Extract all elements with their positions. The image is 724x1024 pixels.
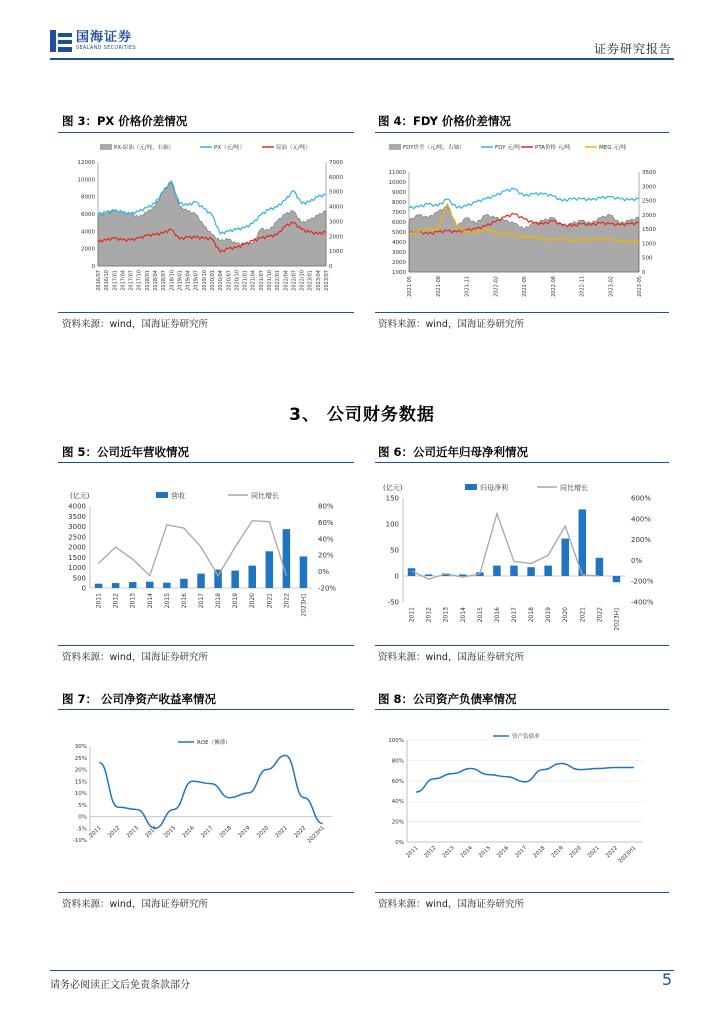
fig5-xtick: 2020	[249, 593, 257, 609]
fig4-ytick-left: 3000	[392, 250, 406, 256]
fig7-chart	[60, 718, 352, 886]
fig3-xtick: 2022/10	[299, 270, 306, 291]
fig6-bar	[596, 558, 604, 576]
footer-divider	[50, 970, 674, 971]
fig3-xtick: 2022/01	[275, 270, 282, 291]
fig3-legend-label: PX（元/吨）	[214, 145, 245, 151]
fig3-xtick: 2020/07	[226, 270, 233, 291]
fig5-legend-line-label: 同比增长	[251, 492, 279, 500]
fig4-legend-label: FDY 元/吨	[495, 145, 521, 151]
fig5-ytick-left: 1500	[68, 553, 86, 562]
fig8-xtick: 2014	[459, 845, 474, 860]
fig6-y-unit: (亿元)	[383, 484, 403, 492]
fig5-bar	[231, 571, 239, 588]
fig7-xtick: 2012	[107, 825, 122, 840]
fig4-legend-label: FDY价差（元/吨，右轴）	[403, 145, 465, 151]
fig7-xtick: 2020	[256, 825, 271, 840]
fig3-xtick: 2023/07	[324, 270, 330, 291]
fig4-legend-swatch	[389, 144, 401, 150]
fig7-xtick: 2022	[293, 825, 308, 840]
fig6-title: 图 6：公司近年归母净利情况	[378, 445, 529, 459]
fig3-xtick: 2023/01	[307, 270, 314, 291]
fig3-xtick: 2022/07	[291, 270, 298, 291]
fig3-ytick-right: 4000	[329, 204, 343, 211]
fig7-ytick: 25%	[74, 755, 87, 762]
fig6-bar	[510, 566, 518, 576]
fig8-xtick: 2023H1	[617, 845, 638, 865]
fig4-legend-label: MEG 元/吨	[599, 145, 627, 151]
fig3-series-area	[98, 183, 326, 266]
page-number: 5	[661, 970, 672, 989]
chart-fig7-svg	[60, 718, 352, 886]
fig5-growth-line	[99, 521, 287, 576]
fig6-xtick: 2018	[528, 607, 536, 623]
fig8-xtick: 2020	[568, 845, 583, 860]
fig6-xtick: 2019	[545, 607, 553, 623]
fig5-ytick-left: 2000	[68, 543, 86, 552]
fig8-source: 资料来源：wind，国海证券研究所	[378, 899, 524, 910]
fig5-bar	[300, 556, 308, 588]
fig8-series-line	[416, 763, 634, 792]
fig4-ytick-right: 2500	[642, 198, 656, 205]
fig3-xtick: 2019/04	[185, 270, 192, 291]
fig6-ytick-left: -50	[387, 598, 399, 607]
fig3-chart	[60, 138, 352, 306]
fig8-xtick: 2016	[496, 845, 511, 860]
fig5-xtick: 2018	[215, 593, 223, 609]
fig5-ytick-left: 1000	[68, 564, 86, 572]
fig4-ytick-right: 1500	[642, 227, 656, 234]
fig5-ytick-left: 3000	[68, 523, 86, 531]
fig5-ytick-right: 0%	[318, 568, 330, 577]
fig5-ytick-right: 40%	[318, 535, 334, 544]
fig4-ytick-left: 4000	[392, 240, 406, 246]
fig7-ytick: 15%	[74, 779, 87, 786]
fig8-xtick: 2018	[532, 845, 547, 860]
fig3-xtick: 2018/10	[169, 270, 176, 291]
fig5-legend-bar-swatch	[156, 492, 168, 498]
fig8-title-rule	[375, 709, 669, 710]
fig6-bar	[544, 566, 552, 576]
fig4-title: 图 4：FDY 价格价差情况	[378, 114, 511, 128]
fig4-xtick: 2022-02	[493, 276, 500, 297]
fig6-xtick: 2017	[511, 607, 518, 623]
fig5-ytick-right: 60%	[318, 518, 334, 527]
fig4-ytick-right: 0	[642, 270, 646, 276]
fig5-bar	[266, 551, 274, 588]
fig3-ytick-right: 3000	[329, 219, 343, 226]
fig7-ytick: -10%	[72, 838, 87, 844]
fig6-bar	[561, 539, 569, 576]
fig4-source: 资料来源：wind，国海证券研究所	[378, 319, 524, 330]
fig8-ytick: 100%	[388, 738, 404, 744]
fig7-series-line	[99, 755, 322, 828]
fig3-ytick-right: 1000	[329, 249, 343, 256]
fig6-bar	[459, 574, 467, 576]
logo-cn-text: 国海证券	[76, 30, 133, 45]
fig6-ytick-right: -200%	[631, 577, 654, 586]
fig4-ytick-right: 3500	[642, 170, 656, 176]
fig7-ytick: -5%	[76, 826, 87, 833]
fig4-ytick-left: 10000	[388, 180, 406, 186]
fig5-chart	[60, 470, 352, 640]
fig4-legend-label: PTA价格 元/吨	[535, 145, 571, 151]
fig5-xtick: 2015	[163, 593, 171, 609]
fig6-legend-bar-label: 归母净利	[480, 484, 508, 492]
fig7-ytick: 0%	[78, 814, 87, 821]
fig4-ytick-right: 500	[642, 255, 653, 262]
fig4-source-rule	[375, 312, 669, 313]
fig7-ytick: 30%	[74, 744, 87, 750]
fig3-ytick-left: 4000	[81, 229, 95, 236]
fig6-title-rule	[375, 462, 669, 463]
fig5-bar	[248, 566, 256, 588]
fig7-source: 资料来源：wind，国海证券研究所	[62, 899, 208, 910]
fig8-xtick: 2012	[423, 845, 438, 860]
fig5-xtick: 2014	[146, 593, 154, 609]
fig5-xtick: 2019	[232, 593, 240, 609]
fig5-xtick: 2022	[283, 593, 291, 609]
fig8-title: 图 8：公司资产负债率情况	[378, 692, 517, 706]
fig6-xtick: 2023H1	[613, 607, 621, 631]
fig6-legend-line-label: 同比增长	[560, 484, 588, 492]
fig3-ytick-left: 12000	[77, 160, 95, 166]
fig3-title-rule	[58, 132, 354, 133]
fig3-xtick: 2023/04	[315, 270, 322, 291]
fig4-ytick-left: 8000	[392, 200, 406, 206]
fig7-xtick: 2019	[237, 825, 252, 840]
fig5-ytick-right: -20%	[318, 584, 337, 593]
fig4-ytick-left: 6000	[392, 220, 406, 226]
fig3-ytick-right: 0	[329, 264, 333, 270]
fig4-ytick-left: 9000	[392, 190, 406, 196]
fig6-xtick: 2011	[408, 607, 416, 623]
fig3-ytick-left: 2000	[81, 246, 95, 253]
fig3-xtick: 2016/07	[96, 270, 102, 291]
fig3-legend-label: PX-原油（元/吨，右轴）	[114, 145, 175, 151]
fig3-xtick: 2019/01	[177, 270, 184, 291]
fig4-ytick-right: 1000	[642, 241, 656, 248]
fig8-xtick: 2015	[477, 845, 493, 860]
fig7-ytick: 20%	[74, 767, 87, 774]
fig6-xtick: 2020	[562, 607, 570, 623]
fig4-xtick: 2022-11	[579, 276, 586, 297]
fig7-title: 图 7： 公司净资产收益率情况	[62, 692, 217, 706]
fig5-xtick: 2016	[180, 593, 188, 609]
fig6-chart	[377, 470, 669, 640]
fig4-xtick: 2021-05	[407, 276, 413, 297]
fig6-ytick-right: 400%	[631, 515, 652, 524]
fig5-source-rule	[58, 645, 354, 646]
fig5-xtick: 2017	[198, 593, 205, 609]
fig8-source-rule	[375, 892, 669, 893]
fig3-xtick: 2017/04	[120, 270, 127, 291]
fig3-xtick: 2017/10	[136, 270, 143, 291]
fig5-xtick: 2012	[112, 593, 120, 609]
fig3-ytick-left: 8000	[81, 194, 95, 201]
fig3-ytick-left: 0	[91, 264, 95, 270]
fig3-source-rule	[58, 312, 354, 313]
fig5-legend-bar-label: 营收	[171, 492, 185, 500]
fig8-ytick: 40%	[391, 799, 404, 806]
fig5-xtick: 2021	[266, 593, 274, 609]
fig4-ytick-left: 1000	[392, 270, 406, 276]
fig3-xtick: 2017/07	[128, 270, 135, 291]
chart-fig6-svg	[377, 470, 669, 640]
fig6-xtick: 2014	[459, 607, 467, 623]
fig5-bar	[283, 529, 291, 588]
fig5-bar	[197, 574, 205, 588]
fig8-xtick: 2022	[605, 845, 620, 860]
fig4-ytick-left: 2000	[392, 260, 406, 266]
fig7-source-rule	[58, 892, 354, 893]
chart-fig8-svg	[377, 718, 669, 886]
fig8-xtick: 2011	[405, 845, 420, 860]
fig7-xtick: 2017	[200, 825, 215, 840]
fig6-bar	[613, 576, 621, 582]
fig5-bar	[112, 583, 120, 588]
fig5-source: 资料来源：wind，国海证券研究所	[62, 652, 208, 663]
fig7-ytick: 10%	[74, 791, 87, 797]
fig7-xtick: 2021	[274, 825, 289, 840]
fig4-xtick: 2022-05	[522, 276, 528, 297]
fig6-ytick-right: 200%	[631, 536, 652, 545]
fig3-xtick: 2018/01	[144, 270, 151, 291]
fig4-ytick-left: 7000	[392, 210, 406, 216]
fig7-xtick: 2011	[88, 825, 103, 840]
fig8-xtick: 2021	[586, 845, 602, 860]
fig5-title: 图 5：公司近年营收情况	[62, 445, 190, 459]
fig5-title-rule	[58, 462, 354, 463]
fig3-ytick-right: 6000	[329, 174, 343, 181]
fig3-xtick: 2021/07	[258, 270, 265, 291]
fig3-xtick: 2020/10	[234, 270, 241, 291]
fig6-ytick-left: 150	[385, 494, 399, 503]
fig8-ytick: 0%	[395, 840, 404, 846]
fig6-ytick-right: 600%	[631, 494, 652, 503]
fig8-xtick: 2017	[514, 845, 529, 860]
fig5-y-unit: (亿元)	[70, 492, 90, 500]
fig4-xtick: 2021-11	[464, 276, 471, 297]
fig5-ytick-left: 500	[72, 574, 86, 583]
fig5-xtick: 2013	[129, 593, 137, 609]
fig3-xtick: 2018/04	[153, 270, 159, 291]
fig4-chart	[377, 138, 669, 306]
fig4-xtick: 2021-08	[435, 276, 442, 297]
fig4-ytick-left: 11000	[388, 170, 406, 176]
fig5-ytick-left: 3500	[68, 512, 86, 521]
fig5-xtick: 2023H1	[300, 593, 308, 617]
fig6-xtick: 2021	[579, 607, 587, 623]
fig6-bar	[527, 567, 535, 576]
fig5-bar	[129, 582, 137, 588]
fig3-source: 资料来源：wind，国海证券研究所	[62, 319, 208, 330]
fig5-ytick-right: 20%	[318, 551, 334, 560]
fig6-xtick: 2015	[476, 607, 484, 623]
fig4-xtick: 2022-08	[550, 276, 557, 297]
fig6-ytick-left: 100	[385, 520, 399, 529]
chart-fig4-svg	[377, 138, 669, 306]
fig4-xtick: 2023-05	[637, 276, 643, 297]
company-logo	[50, 28, 136, 54]
fig7-title-rule	[58, 709, 354, 710]
fig3-xtick: 2020/04	[218, 270, 225, 291]
fig3-xtick: 2017/01	[112, 270, 119, 291]
fig6-xtick: 2022	[596, 607, 604, 623]
fig8-ytick: 60%	[391, 778, 404, 785]
fig8-legend-label: 资产负债率	[512, 734, 540, 740]
fig3-xtick: 2021/10	[267, 270, 273, 291]
fig4-title-rule	[375, 132, 669, 133]
fig6-ytick-right: 0%	[631, 556, 643, 565]
fig4-series-line-1	[409, 188, 639, 208]
fig5-bar	[146, 582, 154, 588]
fig3-xtick: 2016/10	[104, 270, 111, 291]
fig8-xtick: 2013	[441, 845, 456, 860]
document-type: 证券研究报告	[593, 42, 672, 56]
fig3-xtick: 2021/01	[242, 270, 249, 291]
fig5-ytick-left: 4000	[68, 502, 86, 511]
fig3-xtick: 2020/01	[210, 270, 216, 291]
fig8-chart	[377, 718, 669, 886]
footer-disclaimer: 请务必阅读正文后免责条款部分	[50, 980, 190, 991]
fig3-ytick-right: 5000	[329, 189, 343, 196]
fig3-title: 图 3：PX 价格价差情况	[62, 114, 188, 128]
fig4-ytick-right: 2000	[642, 212, 656, 219]
fig8-ytick: 80%	[391, 758, 404, 765]
fig6-xtick: 2013	[442, 607, 450, 623]
chart-fig5-svg	[60, 470, 352, 640]
fig4-ytick-right: 3000	[642, 184, 656, 191]
fig8-ytick: 20%	[391, 819, 404, 826]
fig3-ytick-right: 2000	[329, 234, 343, 241]
fig6-legend-bar-swatch	[465, 484, 477, 490]
fig5-ytick-left: 2500	[68, 533, 86, 542]
fig7-ytick: 5%	[78, 802, 87, 809]
fig3-xtick: 2018/07	[161, 270, 168, 291]
fig5-xtick: 2011	[95, 593, 103, 609]
fig6-bar	[425, 574, 433, 576]
fig3-xtick: 2021/04	[250, 270, 257, 291]
fig7-xtick: 2023H1	[306, 825, 327, 845]
fig4-ytick-left: 5000	[392, 230, 406, 236]
fig6-xtick: 2016	[493, 607, 501, 623]
fig6-xtick: 2012	[425, 607, 433, 623]
header-divider	[50, 58, 674, 60]
fig3-ytick-left: 10000	[77, 177, 95, 184]
fig3-ytick-right: 7000	[329, 160, 343, 166]
fig5-ytick-right: 80%	[318, 502, 334, 511]
fig3-xtick: 2019/07	[193, 270, 200, 291]
fig4-xtick: 2023-02	[608, 276, 615, 297]
fig5-bar	[180, 579, 188, 588]
fig7-xtick: 2013	[125, 825, 140, 840]
fig3-legend-swatch	[100, 144, 112, 150]
fig7-xtick: 2015	[163, 825, 178, 840]
fig3-ytick-left: 6000	[81, 212, 95, 218]
fig6-ytick-left: 0	[394, 572, 399, 581]
fig6-source-rule	[375, 645, 669, 646]
fig6-bar	[493, 566, 501, 576]
fig7-xtick: 2018	[218, 825, 234, 840]
fig7-legend-label: ROE（摊薄）	[197, 740, 231, 746]
fig5-bar	[95, 584, 103, 588]
fig6-source: 资料来源：wind，国海证券研究所	[378, 652, 524, 663]
fig6-ytick-right: -400%	[631, 598, 654, 607]
fig3-xtick: 2022/04	[283, 270, 290, 291]
section-title: 3、 公司财务数据	[289, 405, 435, 425]
logo-en-text: SEALAND SECURITIES	[76, 45, 136, 51]
fig6-ytick-left: 50	[390, 546, 399, 555]
fig3-xtick: 2019/10	[201, 270, 208, 291]
fig7-xtick: 2016	[181, 825, 196, 840]
fig7-xtick: 2014	[144, 825, 159, 840]
fig5-ytick-left: 0	[81, 584, 86, 593]
fig3-legend-label: 原油（元/吨）	[276, 145, 311, 151]
fig5-bar	[163, 583, 171, 588]
fig8-xtick: 2019	[550, 845, 565, 860]
chart-fig3-svg	[60, 138, 352, 306]
fig6-growth-line	[412, 514, 600, 580]
logo-mark-icon	[50, 30, 72, 52]
